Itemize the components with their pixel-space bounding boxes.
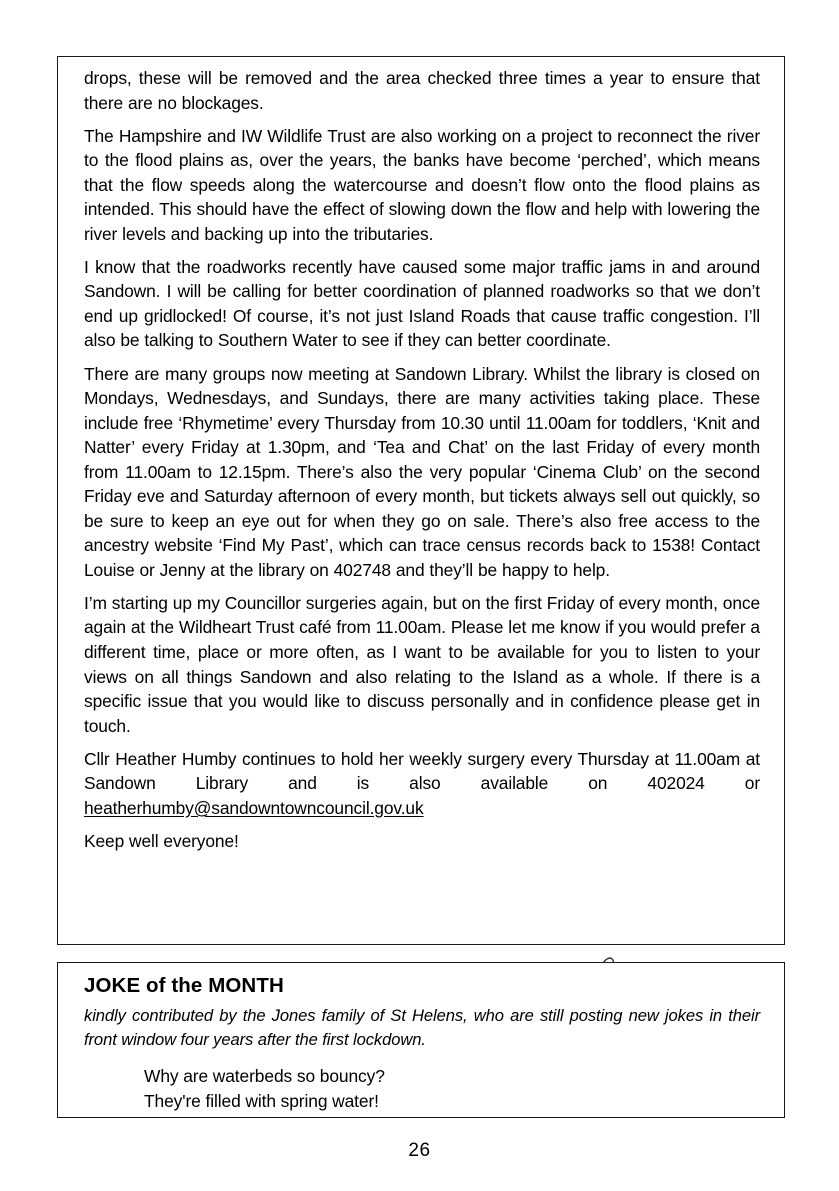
joke-content [84,973,764,1113]
article-text-column [84,66,760,853]
article-paragraph-1: drops, these will be removed and the area checked three times a year to ensure that there are no blockages. [84,68,760,113]
joke-box-title: JOKE of the MONTH [84,974,284,997]
article-paragraph-2: The Hampshire and IW Wildlife Trust are also working on a project to reconnect the river to the flood plains as, over the years, the banks have become ‘perched’, which means that the flow speeds along the watercourse and doesn’t flow onto the flood plains as intended. This should have the effect of slowing down the flow and help with lowering the river levels and backing up into the tributaries. [84,125,760,244]
joke-question: Why are waterbeds so bouncy? [144,1066,385,1086]
article-box [57,56,785,945]
joke-of-the-month-box [57,962,785,1118]
article-paragraph-3: I know that the roadworks recently have caused some major traffic jams in and around Sandown. I will be calling for better coordination of planned roadworks so that we don’t end up gridlocked! Of course, it’s not just Island Roads that cause traffic congestion. I’ll also be talking to Southern Water to see if they can better coordinate. [84,256,760,351]
joke-answer: They're filled with spring water! [144,1090,379,1111]
article-paragraph-5: I’m starting up my Councillor surgeries again, but on the first Friday of every month, once again at the Wildheart Trust café from 11.00am. Please let me know if you would prefer a different time, place or more often, as I want to be available for you to listen to your views on all things Sandown and also relating to the Island as a whole. If there is a specific issue that you would like to discuss personally and in confidence please get in touch. [84,592,760,736]
article-signoff: Keep well everyone! [84,830,239,851]
page-number: 26 [408,1140,431,1161]
joke-lines [84,1064,764,1113]
contact-lead-text: Cllr Heather Humby continues to hold her weekly surgery every Thursday at 11.00am at Sandown Library and is also available on 402024 or [84,748,760,794]
article-paragraph-4: There are many groups now meeting at Sandown Library. Whilst the library is closed on Mondays, Wednesdays, and Sundays, there are many activities taking place. These include free ‘Rhymetime’ every Thursday from 10.30 until 11.00am for toddlers, ‘Knit and Natter’ every Friday at 1.30pm, and ‘Tea and Chat’ on the last Friday of every month from 11.00am to 12.15pm. There’s also the very popular ‘Cinema Club’ on the second Friday eve and Saturday afternoon of every month, but tickets always sell out quickly, so be sure to keep an eye out for when they go on sale. There’s also free access to the ancestry website ‘Find My Past’, which can trace census records back to 1538! Contact Louise or Jenny at the library on 402748 and they’ll be happy to help. [84,363,760,580]
email-link[interactable]: heatherhumby@sandowntowncouncil.gov.uk [84,797,424,818]
joke-credit-text: kindly contributed by the Jones family of St Helens, who are still posting new jokes in their front window four years after the first lockdown. [84,1006,760,1049]
article-contact-paragraph [84,747,760,821]
